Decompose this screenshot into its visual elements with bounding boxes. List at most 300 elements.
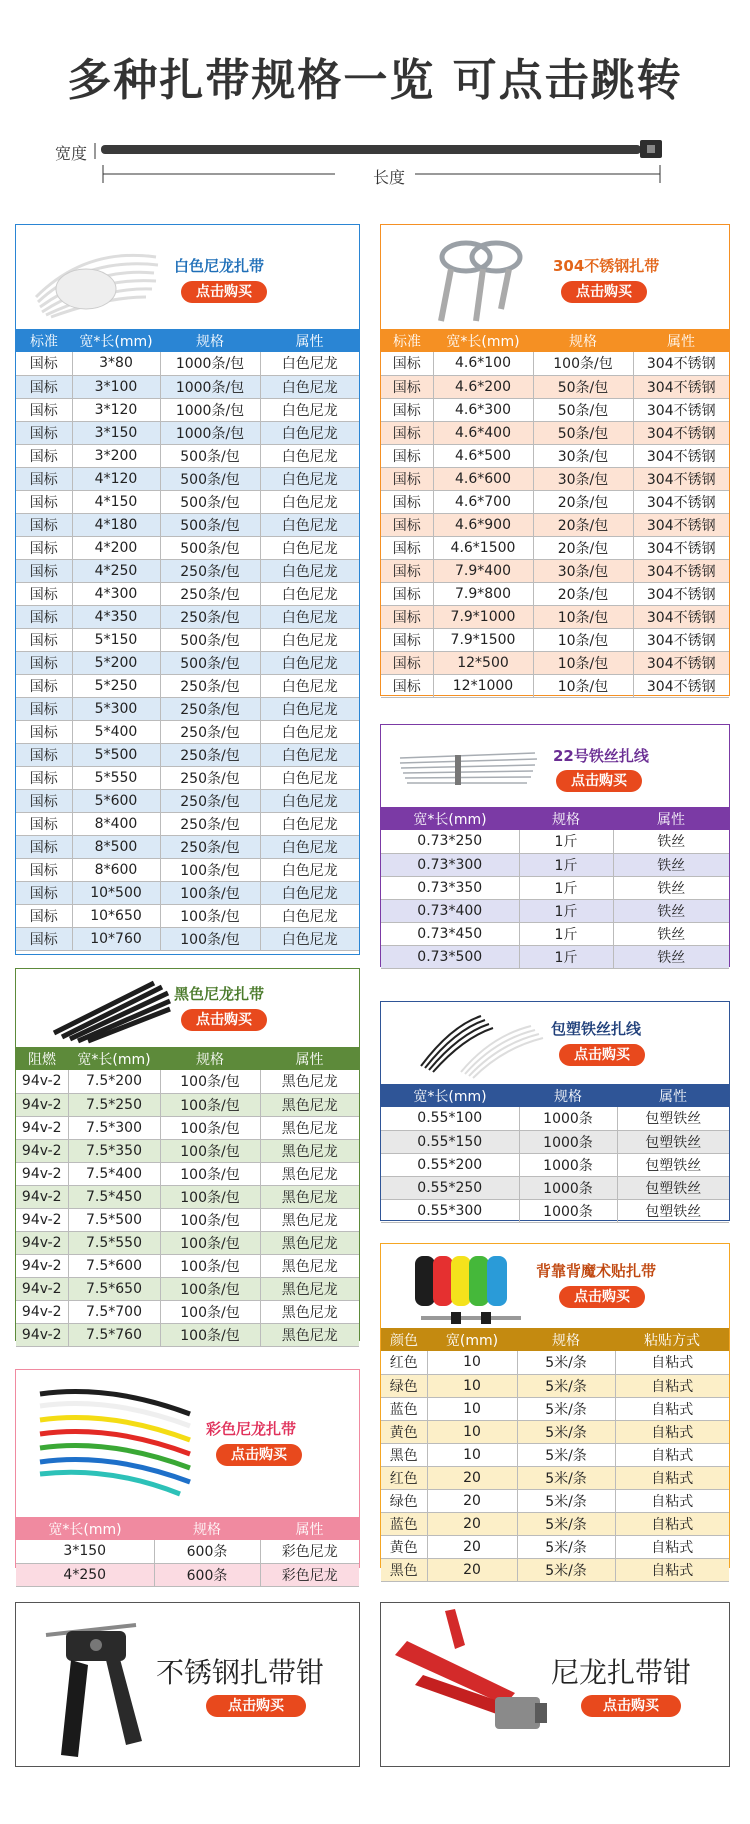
table-cell: 304不锈钢 — [633, 467, 729, 490]
table-cell: 304不锈钢 — [633, 628, 729, 651]
table-row — [381, 513, 729, 536]
table-cell: 8*400 — [72, 812, 160, 835]
table-cell: 白色尼龙 — [260, 559, 359, 582]
table-cell: 94v-2 — [16, 1231, 68, 1254]
table-row — [16, 1323, 359, 1346]
table-cell: 0.73*350 — [381, 876, 519, 899]
white-nylon-name: 白色尼龙扎带 — [174, 257, 265, 275]
table-cell: 7.9*400 — [433, 559, 533, 582]
table-row — [381, 559, 729, 582]
table-row — [381, 398, 729, 421]
table-cell: 国标 — [16, 559, 72, 582]
steel-table — [381, 329, 729, 698]
black-nylon-buy-button[interactable]: 点击购买 — [181, 1009, 267, 1031]
table-cell: 国标 — [16, 697, 72, 720]
table-cell: 1斤 — [519, 830, 613, 853]
table-cell: 500条/包 — [160, 444, 260, 467]
table-cell: 10条/包 — [533, 674, 633, 697]
table-cell: 国标 — [16, 467, 72, 490]
table-row — [16, 1563, 359, 1586]
table-cell: 500条/包 — [160, 513, 260, 536]
table-cell: 白色尼龙 — [260, 697, 359, 720]
cable-tie-diagram — [55, 135, 695, 200]
iron-wire-icon — [395, 733, 545, 803]
table-cell: 自粘式 — [615, 1443, 729, 1466]
column-header: 规格 — [160, 329, 260, 352]
table-cell: 1000条 — [519, 1199, 617, 1222]
table-row — [381, 628, 729, 651]
table-cell: 黑色尼龙 — [260, 1231, 359, 1254]
table-cell: 100条/包 — [160, 858, 260, 881]
table-cell: 包塑铁丝 — [617, 1107, 729, 1130]
table-cell: 3*120 — [72, 398, 160, 421]
table-cell: 自粘式 — [615, 1489, 729, 1512]
table-cell: 国标 — [16, 398, 72, 421]
table-cell: 白色尼龙 — [260, 444, 359, 467]
table-cell: 0.55*300 — [381, 1199, 519, 1222]
white-nylon-table — [16, 329, 359, 951]
table-cell: 白色尼龙 — [260, 927, 359, 950]
table-cell: 100条/包 — [160, 1116, 260, 1139]
table-cell: 国标 — [16, 720, 72, 743]
steel-buy-button[interactable]: 点击购买 — [561, 281, 647, 303]
table-row — [16, 352, 359, 375]
table-cell: 包塑铁丝 — [617, 1176, 729, 1199]
table-row — [16, 467, 359, 490]
table-cell: 白色尼龙 — [260, 628, 359, 651]
table-cell: 10条/包 — [533, 605, 633, 628]
table-cell: 5*500 — [72, 743, 160, 766]
table-cell: 黑色尼龙 — [260, 1116, 359, 1139]
table-cell: 5*150 — [72, 628, 160, 651]
table-cell: 7.5*760 — [68, 1323, 160, 1346]
column-header: 属性 — [617, 1084, 729, 1107]
table-cell: 黑色尼龙 — [260, 1093, 359, 1116]
table-cell: 304不锈钢 — [633, 674, 729, 697]
table-cell: 白色尼龙 — [260, 720, 359, 743]
table-row — [16, 1116, 359, 1139]
column-header: 属性 — [613, 807, 729, 830]
table-cell: 10*760 — [72, 927, 160, 950]
table-row — [381, 853, 729, 876]
white-nylon-buy-button[interactable]: 点击购买 — [181, 281, 267, 303]
table-cell: 250条/包 — [160, 812, 260, 835]
table-cell: 国标 — [16, 927, 72, 950]
steel-name: 304不锈钢扎带 — [553, 257, 660, 275]
table-cell: 自粘式 — [615, 1374, 729, 1397]
table-cell: 国标 — [16, 444, 72, 467]
black-nylon-name: 黑色尼龙扎带 — [174, 985, 265, 1003]
table-cell: 50条/包 — [533, 421, 633, 444]
iron-wire-name: 22号铁丝扎线 — [553, 747, 649, 765]
table-cell: 自粘式 — [615, 1466, 729, 1489]
table-cell: 5*300 — [72, 697, 160, 720]
coated-wire-buy-button[interactable]: 点击购买 — [559, 1044, 645, 1066]
column-header: 颜色 — [381, 1328, 427, 1351]
table-row — [381, 536, 729, 559]
table-cell: 50条/包 — [533, 398, 633, 421]
velcro-name: 背靠背魔术贴扎带 — [536, 1262, 657, 1280]
page-title: 多种扎带规格一览 可点击跳转 — [67, 55, 683, 106]
table-cell: 7.5*600 — [68, 1254, 160, 1277]
table-cell: 7.5*550 — [68, 1231, 160, 1254]
steel-cable-ties-icon — [421, 229, 531, 329]
table-cell: 20 — [427, 1466, 517, 1489]
nylon-tool-name: 尼龙扎带钳 — [551, 1656, 692, 1689]
table-cell: 4.6*200 — [433, 375, 533, 398]
table-cell: 304不锈钢 — [633, 513, 729, 536]
table-row — [16, 1540, 359, 1563]
table-cell: 3*100 — [72, 375, 160, 398]
table-row — [16, 881, 359, 904]
table-row — [381, 1153, 729, 1176]
column-header: 宽*长(mm) — [72, 329, 160, 352]
table-cell: 国标 — [381, 421, 433, 444]
velcro-buy-button[interactable]: 点击购买 — [559, 1286, 645, 1308]
table-cell: 3*80 — [72, 352, 160, 375]
table-cell: 红色 — [381, 1351, 427, 1374]
white-nylon-panel[interactable] — [15, 224, 360, 955]
table-cell: 5*200 — [72, 651, 160, 674]
table-row — [16, 1162, 359, 1185]
iron-wire-buy-button[interactable]: 点击购买 — [556, 770, 642, 792]
table-cell: 20 — [427, 1558, 517, 1581]
table-cell: 5米/条 — [517, 1397, 615, 1420]
table-cell: 304不锈钢 — [633, 582, 729, 605]
table-cell: 304不锈钢 — [633, 421, 729, 444]
table-cell: 铁丝 — [613, 830, 729, 853]
table-row — [381, 1489, 729, 1512]
table-cell: 绿色 — [381, 1489, 427, 1512]
table-row — [16, 513, 359, 536]
column-header: 宽(mm) — [427, 1328, 517, 1351]
table-row — [381, 899, 729, 922]
table-cell: 4.6*900 — [433, 513, 533, 536]
table-cell: 自粘式 — [615, 1420, 729, 1443]
color-nylon-name: 彩色尼龙扎带 — [206, 1420, 297, 1438]
table-cell: 国标 — [381, 582, 433, 605]
table-row — [16, 858, 359, 881]
black-nylon-table — [16, 1047, 359, 1347]
table-row — [16, 674, 359, 697]
table-cell: 304不锈钢 — [633, 398, 729, 421]
table-cell: 黑色尼龙 — [260, 1208, 359, 1231]
table-cell: 黑色尼龙 — [260, 1139, 359, 1162]
table-cell: 白色尼龙 — [260, 582, 359, 605]
table-cell: 黄色 — [381, 1420, 427, 1443]
table-cell: 7.5*500 — [68, 1208, 160, 1231]
table-row — [381, 444, 729, 467]
table-cell: 4*180 — [72, 513, 160, 536]
table-cell: 绿色 — [381, 1374, 427, 1397]
nylon-tie-tool-icon — [385, 1605, 555, 1765]
table-cell: 自粘式 — [615, 1558, 729, 1581]
table-cell: 500条/包 — [160, 628, 260, 651]
column-header: 属性 — [260, 329, 359, 352]
nylon-tool-panel[interactable] — [380, 1602, 730, 1767]
table-cell: 10 — [427, 1351, 517, 1374]
table-cell: 白色尼龙 — [260, 835, 359, 858]
table-row — [381, 1130, 729, 1153]
table-cell: 5米/条 — [517, 1512, 615, 1535]
table-row — [381, 605, 729, 628]
steel-tie-tool-icon — [26, 1605, 156, 1765]
table-cell: 白色尼龙 — [260, 789, 359, 812]
coated-wire-table — [381, 1084, 729, 1223]
table-cell: 7.5*700 — [68, 1300, 160, 1323]
table-cell: 7.5*250 — [68, 1093, 160, 1116]
table-cell: 7.5*300 — [68, 1116, 160, 1139]
column-header: 标准 — [16, 329, 72, 352]
table-row — [16, 398, 359, 421]
table-cell: 94v-2 — [16, 1208, 68, 1231]
table-cell: 国标 — [16, 789, 72, 812]
table-cell: 1斤 — [519, 945, 613, 968]
table-cell: 国标 — [16, 858, 72, 881]
table-cell: 国标 — [381, 651, 433, 674]
table-row — [16, 628, 359, 651]
coated-wire-icon — [411, 1006, 551, 1081]
table-row — [381, 1351, 729, 1374]
table-cell: 4*120 — [72, 467, 160, 490]
table-cell: 国标 — [381, 628, 433, 651]
table-cell: 30条/包 — [533, 559, 633, 582]
table-cell: 国标 — [16, 743, 72, 766]
column-header: 属性 — [260, 1517, 359, 1540]
table-cell: 国标 — [16, 904, 72, 927]
table-cell: 1斤 — [519, 853, 613, 876]
column-header: 规格 — [519, 1084, 617, 1107]
table-cell: 8*500 — [72, 835, 160, 858]
table-cell: 白色尼龙 — [260, 467, 359, 490]
table-cell: 国标 — [381, 467, 433, 490]
table-cell: 国标 — [16, 766, 72, 789]
table-cell: 铁丝 — [613, 922, 729, 945]
table-row — [16, 1277, 359, 1300]
table-cell: 500条/包 — [160, 467, 260, 490]
table-cell: 20 — [427, 1535, 517, 1558]
table-cell: 1000条/包 — [160, 352, 260, 375]
steel-tool-buy-button[interactable]: 点击购买 — [206, 1695, 306, 1717]
table-row — [16, 697, 359, 720]
table-row — [16, 1185, 359, 1208]
table-row — [16, 605, 359, 628]
table-cell: 1000条 — [519, 1176, 617, 1199]
table-row — [16, 651, 359, 674]
table-cell: 自粘式 — [615, 1397, 729, 1420]
table-cell: 100条/包 — [160, 1139, 260, 1162]
table-cell: 国标 — [16, 881, 72, 904]
table-cell: 红色 — [381, 1466, 427, 1489]
table-cell: 7.9*800 — [433, 582, 533, 605]
table-row — [381, 1420, 729, 1443]
table-cell: 100条/包 — [533, 352, 633, 375]
table-cell: 100条/包 — [160, 1070, 260, 1093]
table-cell: 10*500 — [72, 881, 160, 904]
table-row — [381, 1466, 729, 1489]
table-cell: 250条/包 — [160, 766, 260, 789]
table-cell: 彩色尼龙 — [260, 1540, 359, 1563]
table-cell: 1000条/包 — [160, 421, 260, 444]
table-cell: 黑色尼龙 — [260, 1300, 359, 1323]
table-cell: 7.5*450 — [68, 1185, 160, 1208]
coated-wire-name: 包塑铁丝扎线 — [551, 1020, 642, 1038]
table-cell: 100条/包 — [160, 1093, 260, 1116]
table-cell: 0.73*500 — [381, 945, 519, 968]
column-header: 宽*长(mm) — [433, 329, 533, 352]
table-cell: 250条/包 — [160, 789, 260, 812]
table-cell: 包塑铁丝 — [617, 1130, 729, 1153]
table-cell: 3*150 — [72, 421, 160, 444]
steel-tool-name: 不锈钢扎带钳 — [156, 1656, 325, 1689]
table-cell: 20条/包 — [533, 536, 633, 559]
table-cell: 0.73*250 — [381, 830, 519, 853]
iron-wire-table — [381, 807, 729, 969]
table-cell: 国标 — [16, 421, 72, 444]
table-row — [16, 1254, 359, 1277]
table-row — [381, 876, 729, 899]
black-cable-ties-icon — [44, 973, 174, 1043]
table-cell: 1000条/包 — [160, 398, 260, 421]
table-cell: 12*1000 — [433, 674, 533, 697]
table-cell: 国标 — [16, 582, 72, 605]
table-cell: 白色尼龙 — [260, 352, 359, 375]
table-cell: 4.6*300 — [433, 398, 533, 421]
table-cell: 3*200 — [72, 444, 160, 467]
table-cell: 国标 — [381, 398, 433, 421]
table-cell: 包塑铁丝 — [617, 1153, 729, 1176]
table-cell: 304不锈钢 — [633, 352, 729, 375]
table-cell: 铁丝 — [613, 945, 729, 968]
table-cell: 白色尼龙 — [260, 605, 359, 628]
table-cell: 20条/包 — [533, 513, 633, 536]
table-row — [381, 1397, 729, 1420]
table-cell: 白色尼龙 — [260, 375, 359, 398]
table-cell: 7.9*1000 — [433, 605, 533, 628]
column-header: 宽*长(mm) — [381, 1084, 519, 1107]
table-cell: 100条/包 — [160, 1300, 260, 1323]
table-cell: 100条/包 — [160, 927, 260, 950]
table-cell: 10 — [427, 1420, 517, 1443]
table-cell: 白色尼龙 — [260, 858, 359, 881]
black-nylon-panel[interactable] — [15, 968, 360, 1344]
table-cell: 4.6*1500 — [433, 536, 533, 559]
table-cell: 7.5*400 — [68, 1162, 160, 1185]
table-cell: 30条/包 — [533, 467, 633, 490]
table-cell: 白色尼龙 — [260, 490, 359, 513]
table-row — [381, 467, 729, 490]
table-cell: 94v-2 — [16, 1185, 68, 1208]
table-cell: 50条/包 — [533, 375, 633, 398]
column-header: 宽*长(mm) — [16, 1517, 154, 1540]
table-cell: 304不锈钢 — [633, 559, 729, 582]
table-cell: 304不锈钢 — [633, 490, 729, 513]
table-cell: 国标 — [381, 352, 433, 375]
steel-tool-panel[interactable] — [15, 1602, 360, 1767]
table-cell: 250条/包 — [160, 835, 260, 858]
table-cell: 1000条/包 — [160, 375, 260, 398]
table-cell: 0.73*300 — [381, 853, 519, 876]
table-cell: 铁丝 — [613, 853, 729, 876]
table-cell: 黑色尼龙 — [260, 1070, 359, 1093]
table-cell: 94v-2 — [16, 1093, 68, 1116]
table-cell: 0.55*100 — [381, 1107, 519, 1130]
table-cell: 自粘式 — [615, 1512, 729, 1535]
table-cell: 国标 — [381, 536, 433, 559]
nylon-tool-buy-button[interactable]: 点击购买 — [581, 1695, 681, 1717]
table-cell: 94v-2 — [16, 1116, 68, 1139]
table-row — [381, 1443, 729, 1466]
color-nylon-panel[interactable] — [15, 1369, 360, 1584]
column-header: 规格 — [519, 807, 613, 830]
table-row — [381, 1176, 729, 1199]
table-cell: 100条/包 — [160, 1231, 260, 1254]
table-cell: 国标 — [381, 444, 433, 467]
table-cell: 12*500 — [433, 651, 533, 674]
steel-panel[interactable] — [380, 224, 730, 696]
table-cell: 5米/条 — [517, 1443, 615, 1466]
table-row — [381, 1535, 729, 1558]
table-cell: 10条/包 — [533, 651, 633, 674]
table-cell: 10 — [427, 1443, 517, 1466]
table-cell: 国标 — [381, 674, 433, 697]
table-cell: 7.5*200 — [68, 1070, 160, 1093]
column-header: 宽*长(mm) — [381, 807, 519, 830]
table-cell: 94v-2 — [16, 1162, 68, 1185]
table-row — [381, 375, 729, 398]
table-cell: 国标 — [381, 490, 433, 513]
table-cell: 304不锈钢 — [633, 444, 729, 467]
color-nylon-buy-button[interactable]: 点击购买 — [216, 1444, 302, 1466]
table-cell: 铁丝 — [613, 876, 729, 899]
table-cell: 黑色尼龙 — [260, 1323, 359, 1346]
table-cell: 白色尼龙 — [260, 398, 359, 421]
table-cell: 国标 — [16, 651, 72, 674]
table-cell: 94v-2 — [16, 1070, 68, 1093]
table-row — [16, 1070, 359, 1093]
table-cell: 10*650 — [72, 904, 160, 927]
table-row — [16, 835, 359, 858]
table-cell: 0.73*450 — [381, 922, 519, 945]
table-row — [16, 536, 359, 559]
table-row — [381, 1107, 729, 1130]
table-cell: 7.5*350 — [68, 1139, 160, 1162]
table-row — [381, 674, 729, 697]
table-cell: 94v-2 — [16, 1254, 68, 1277]
table-cell: 5米/条 — [517, 1466, 615, 1489]
table-cell: 5米/条 — [517, 1489, 615, 1512]
table-row — [16, 1300, 359, 1323]
table-cell: 5*400 — [72, 720, 160, 743]
table-cell: 304不锈钢 — [633, 605, 729, 628]
table-cell: 国标 — [16, 605, 72, 628]
color-nylon-table — [16, 1517, 359, 1587]
table-row — [381, 922, 729, 945]
coated-wire-panel[interactable] — [380, 1001, 730, 1221]
table-row — [16, 743, 359, 766]
table-cell: 0.55*250 — [381, 1176, 519, 1199]
table-cell: 1斤 — [519, 899, 613, 922]
table-cell: 4*250 — [72, 559, 160, 582]
table-cell: 黑色 — [381, 1443, 427, 1466]
table-cell: 10 — [427, 1374, 517, 1397]
table-cell: 100条/包 — [160, 1254, 260, 1277]
iron-wire-panel[interactable] — [380, 724, 730, 967]
table-cell: 10条/包 — [533, 628, 633, 651]
velcro-panel[interactable] — [380, 1243, 730, 1579]
table-cell: 4.6*500 — [433, 444, 533, 467]
table-cell: 5*550 — [72, 766, 160, 789]
